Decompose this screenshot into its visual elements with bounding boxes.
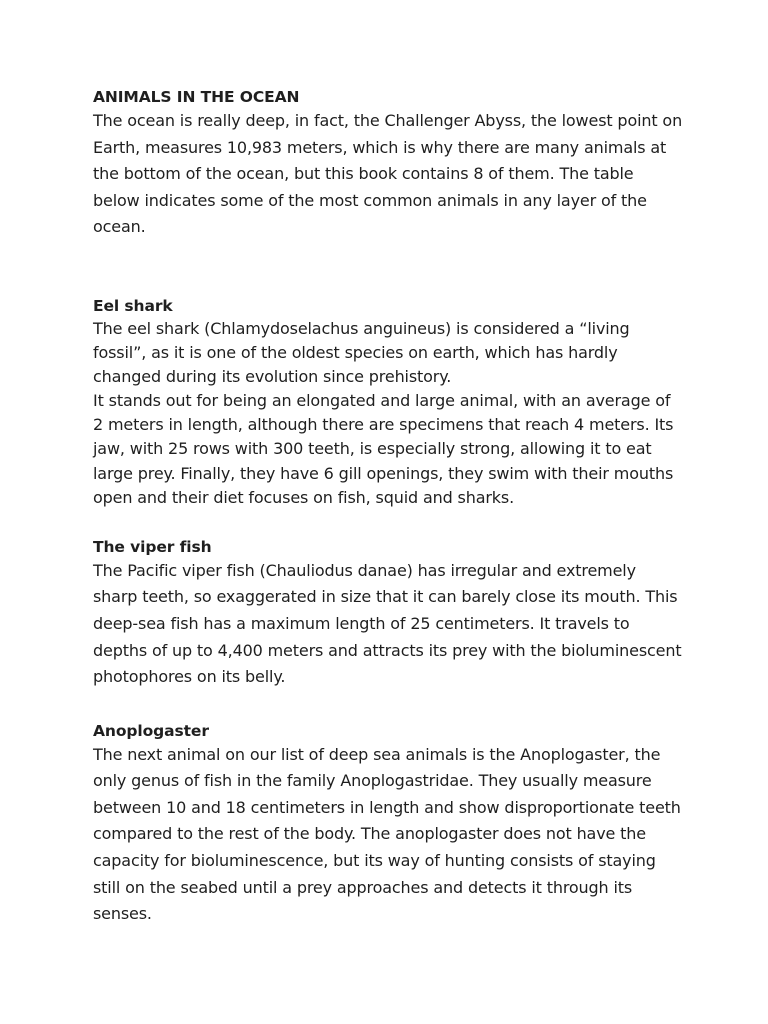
anoplogaster-section <box>93 720 683 928</box>
viper-fish-paragraph: The Pacific viper fish (Chauliodus danae) has irregular and extremely sharp teeth, so exaggerated in size that it can barely close its mouth. This deep-sea fish has a maximum length of 25 centimeters. It travels to depths of up to 4,400 meters and attracts its prey with the bioluminescent photophores on its belly. <box>93 560 682 687</box>
eel-shark-paragraph-1: The eel shark (Chlamydoselachus anguineus) is considered a “living fossil”, as it is one of the oldest species on earth, which has hardly changed during its evolution since prehistory. <box>93 318 630 387</box>
intro-section <box>93 86 683 241</box>
viper-fish-section <box>93 536 683 691</box>
viper-fish-heading: The viper fish <box>93 537 212 556</box>
document-page <box>93 86 683 928</box>
intro-paragraph: The ocean is really deep, in fact, the Challenger Abyss, the lowest point on Earth, measures 10,983 meters, which is why there are many animals at the bottom of the ocean, but this book contains 8 of them. The table below indicates some of the most common animals in any layer of the ocean. <box>93 111 683 237</box>
anoplogaster-paragraph: The next animal on our list of deep sea animals is the Anoplogaster, the only genus of fish in the family Anoplogastridae. They usually measure between 10 and 18 centimeters in length and show disproportionate teeth compared to the rest of the body. The anoplogaster does not have the capacity for bioluminescence, but its way of hunting consists of staying still on the seabed until a prey approaches and detects it through its senses. <box>93 744 681 924</box>
eel-shark-paragraph-2: It stands out for being an elongated and large animal, with an average of 2 meters in length, although there are specimens that reach 4 meters. Its jaw, with 25 rows with 300 teeth, is especially strong, allowing it to eat large prey. Finally, they have 6 gill openings, they swim with their mouths open and their diet focuses on fish, squid and sharks. <box>93 391 674 507</box>
anoplogaster-heading: Anoplogaster <box>93 721 209 740</box>
document-title: ANIMALS IN THE OCEAN <box>93 88 300 106</box>
eel-shark-section <box>93 295 683 510</box>
eel-shark-heading: Eel shark <box>93 296 173 315</box>
